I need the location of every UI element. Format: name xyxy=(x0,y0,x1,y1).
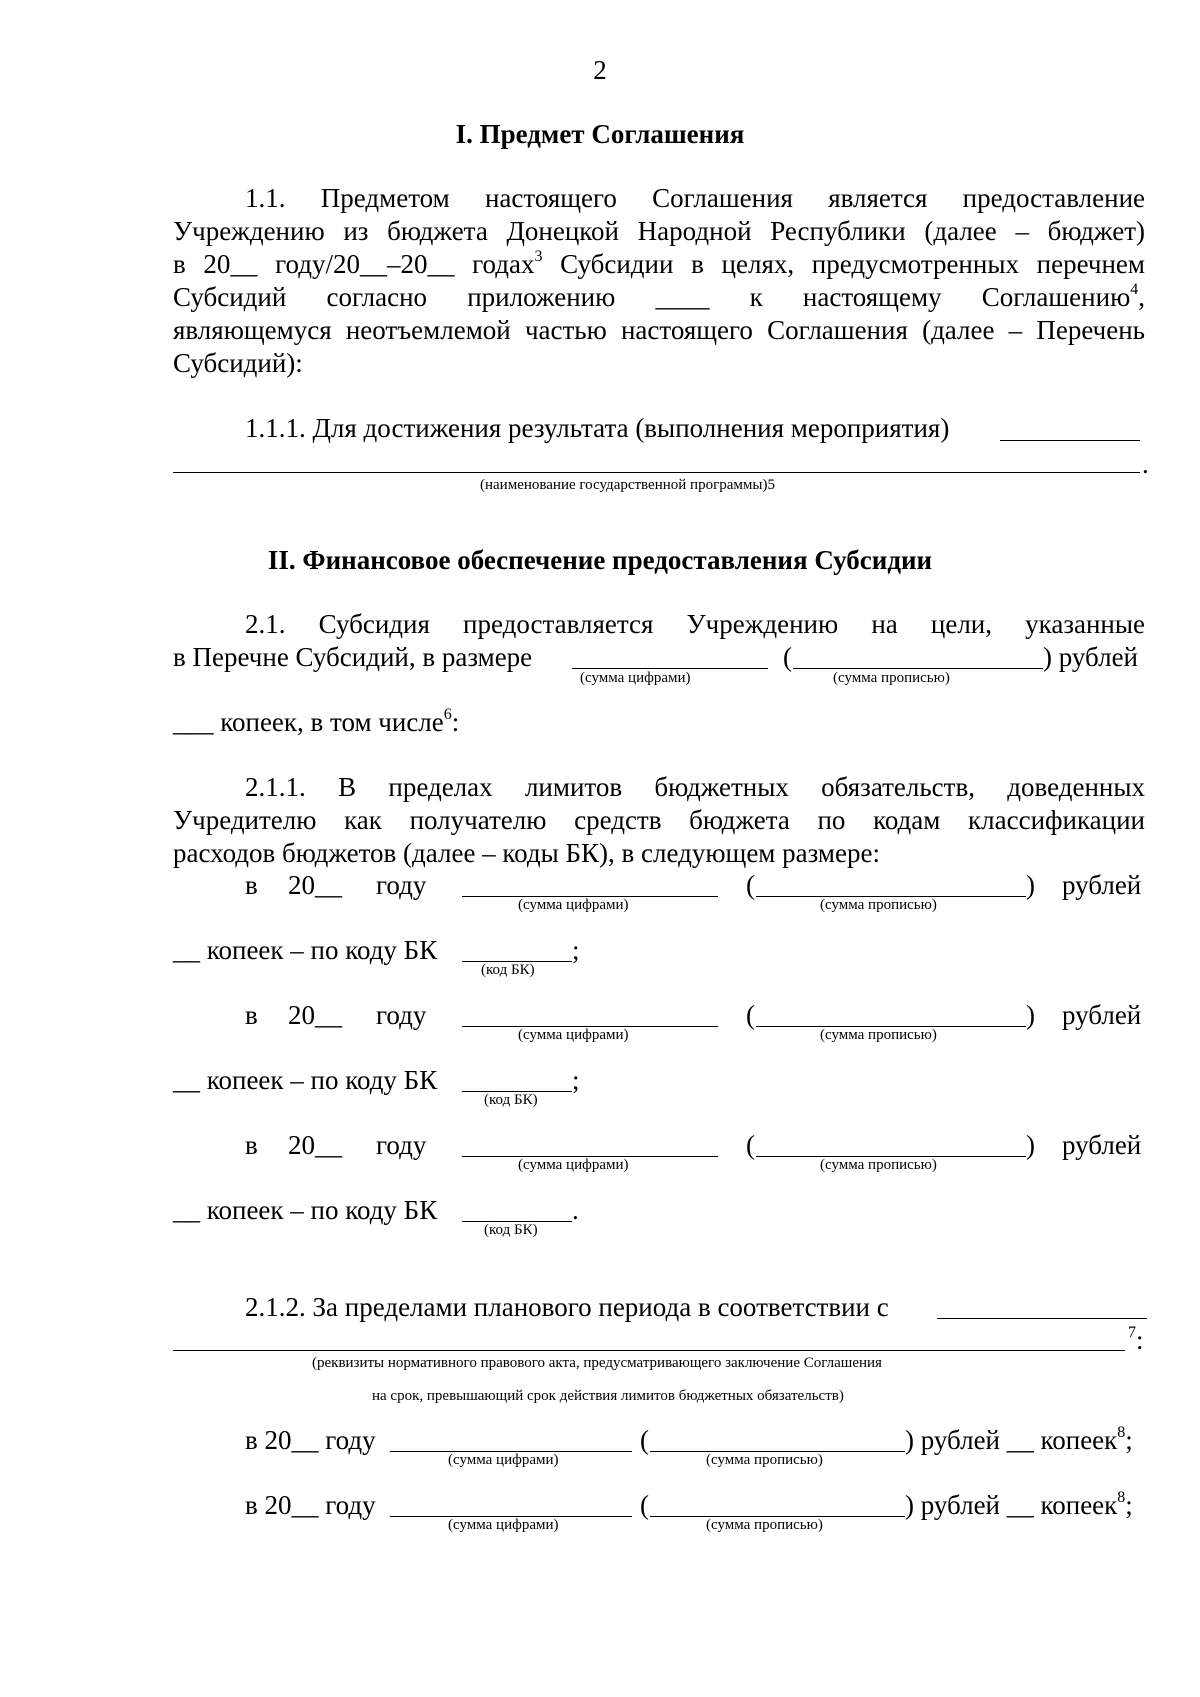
year-row-3-v: в xyxy=(245,1130,258,1160)
section-1-heading: I. Предмет Соглашения xyxy=(455,119,745,149)
year-row-1-paren: ( xyxy=(746,870,755,900)
year-row-1-rub: рублей xyxy=(1062,870,1142,900)
year-row-2-year: 20__ xyxy=(288,1000,342,1030)
year-row-2-kop: __ копеек – по коду БК xyxy=(173,1065,438,1095)
footnote-ref-8b: 8 xyxy=(1117,1489,1126,1506)
year-row-1-caption-words: (сумма прописью) xyxy=(820,897,937,913)
p21-caption-digits: (сумма цифрами) xyxy=(580,670,691,686)
year-row-2-rub: рублей xyxy=(1062,1000,1142,1030)
bottom-row-2-start: в 20__ году xyxy=(245,1490,376,1520)
p21-paren-open: ( xyxy=(783,642,792,672)
p21-rub: ) рублей xyxy=(1043,642,1139,672)
year-row-2-end: ; xyxy=(572,1065,580,1095)
p212-caption-1: (реквизиты нормативного правового акта, предусматривающего заключение Соглашения xyxy=(312,1355,882,1371)
p21-caption-words: (сумма прописью) xyxy=(833,670,950,686)
p11-line-5: являющемуся неотъемлемой частью настоящего Соглашения (далее – Перечень xyxy=(173,315,1145,345)
year-row-2-close: ) xyxy=(1026,1000,1035,1030)
bottom-row-1-caption-digits: (сумма цифрами) xyxy=(448,1452,559,1468)
p11-line-3: в 20__ году/20__–20__ годах$^3$ Субсидии в целях, предусмотренных перечнем xyxy=(173,248,1145,279)
year-row-3-paren: ( xyxy=(746,1130,755,1160)
year-row-3-kop: __ копеек – по коду БК xyxy=(173,1195,438,1225)
year-row-1-v: в xyxy=(245,870,258,900)
year-row-1-end: ; xyxy=(572,935,580,965)
page-number: 2 xyxy=(593,55,607,85)
year-row-3-caption-digits: (сумма цифрами) xyxy=(518,1157,629,1173)
year-row-2-god: году xyxy=(376,1000,427,1030)
year-row-3-caption-code: (код БК) xyxy=(484,1222,538,1238)
year-row-2-v: в xyxy=(245,1000,258,1030)
year-row-1-year: 20__ xyxy=(288,870,342,900)
p21-line-1: 2.1. Субсидия предоставляется Учреждению на цели, указанные xyxy=(245,609,1145,639)
p212-blank-2 xyxy=(173,1350,1125,1351)
year-row-3-rub: рублей xyxy=(1062,1130,1142,1160)
bottom-row-1-tail: ) рублей __ копеек$^8$; xyxy=(905,1424,1133,1455)
year-row-3-caption-words: (сумма прописью) xyxy=(820,1157,937,1173)
p11-line-6: Субсидий): xyxy=(173,348,303,378)
p212-text: 2.1.2. За пределами планового периода в соответствии с xyxy=(245,1292,889,1322)
year-row-2-caption-digits: (сумма цифрами) xyxy=(518,1027,629,1043)
footnote-ref-3: 3 xyxy=(534,248,543,265)
year-row-1-caption-digits: (сумма цифрами) xyxy=(518,897,629,913)
footnote-ref-4: 4 xyxy=(1130,281,1139,298)
year-row-3-end: . xyxy=(572,1195,579,1225)
p11-line-2: Учреждению из бюджета Донецкой Народной Республики (далее – бюджет) xyxy=(173,216,1145,246)
year-row-3-year: 20__ xyxy=(288,1130,342,1160)
p212-end: $^7$: xyxy=(1128,1324,1144,1355)
p111-end: . xyxy=(1142,449,1149,479)
bottom-row-1-paren: ( xyxy=(640,1425,649,1455)
p11-line-4: Субсидий согласно приложению ____ к настоящему Соглашению$^4$, xyxy=(173,281,1145,312)
footnote-ref-6: 6 xyxy=(443,706,452,723)
year-row-3-close: ) xyxy=(1026,1130,1035,1160)
p111-caption: (наименование государственной программы)5 xyxy=(480,477,775,493)
bottom-row-2-paren: ( xyxy=(640,1490,649,1520)
year-row-2-paren: ( xyxy=(746,1000,755,1030)
p211-line-3: расходов бюджетов (далее – коды БК), в следующем размере: xyxy=(173,838,880,868)
p211-line-1: 2.1.1. В пределах лимитов бюджетных обязательств, доведенных xyxy=(245,772,1145,802)
bottom-row-1-caption-words: (сумма прописью) xyxy=(706,1452,823,1468)
p212-blank-1 xyxy=(937,1318,1147,1319)
year-row-1-kop: __ копеек – по коду БК xyxy=(173,935,438,965)
bottom-row-1-start: в 20__ году xyxy=(245,1425,376,1455)
section-2-heading: II. Финансовое обеспечение предоставления Субсидии xyxy=(267,545,933,575)
p21-sum-words-blank xyxy=(793,668,1043,669)
year-row-1-god: году xyxy=(376,870,427,900)
bottom-row-2-caption-words: (сумма прописью) xyxy=(706,1517,823,1533)
p21-line-2: в Перечне Субсидий, в размере xyxy=(173,642,533,672)
p111-blank-1 xyxy=(1000,440,1140,441)
footnote-ref-7: 7 xyxy=(1128,1324,1136,1341)
p11-line-1: 1.1. Предметом настоящего Соглашения является предоставление xyxy=(245,183,1145,213)
footnote-ref-8a: 8 xyxy=(1117,1424,1126,1441)
year-row-2-caption-code: (код БК) xyxy=(484,1092,538,1108)
year-row-2-caption-words: (сумма прописью) xyxy=(820,1027,937,1043)
year-row-3-god: году xyxy=(376,1130,427,1160)
p21-line-3: ___ копеек, в том числе$^6$: xyxy=(173,706,460,737)
p111-blank-2 xyxy=(173,472,1140,473)
p211-line-2: Учредителю как получателю средств бюджета по кодам классификации xyxy=(173,805,1145,835)
year-row-1-close: ) xyxy=(1026,870,1035,900)
p111-text: 1.1.1. Для достижения результата (выполнения мероприятия) xyxy=(245,413,950,443)
bottom-row-2-tail: ) рублей __ копеек$^8$; xyxy=(905,1489,1133,1520)
p212-caption-2: на срок, превышающий срок действия лимитов бюджетных обязательств) xyxy=(372,1388,844,1404)
year-row-1-caption-code: (код БК) xyxy=(481,962,535,978)
bottom-row-2-caption-digits: (сумма цифрами) xyxy=(448,1517,559,1533)
p21-sum-digits-blank xyxy=(572,668,768,669)
